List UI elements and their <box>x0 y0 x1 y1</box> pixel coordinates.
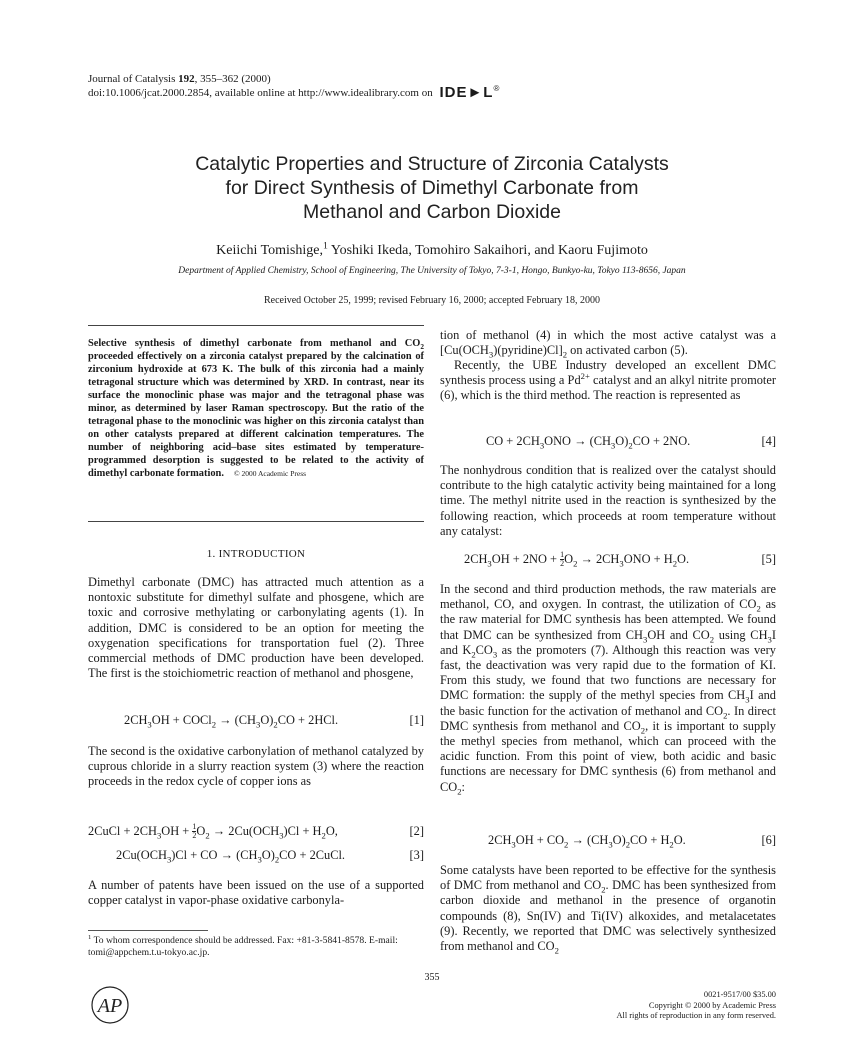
right-paragraph-3: The nonhydrous condition that is realized over the catalyst should contribute to the high catalytic activity being maintained for a long time. The methyl nitrite used in the reaction is synthesized by the following reaction, which proceeds at room temperature without any catalyst: <box>440 463 776 538</box>
journal-header <box>88 72 500 100</box>
ideal-logo: IDE►L® <box>439 84 501 101</box>
journal-volume: 192 <box>178 73 195 85</box>
intro-paragraph-3: A number of patents have been issued on the use of a supported copper catalyst in vapor-phase oxidative carbonyla- <box>88 878 424 908</box>
issn-copyright-block <box>520 990 776 1022</box>
rights-line: All rights of reproduction in any form reserved. <box>616 1011 776 1020</box>
abstract-top-rule <box>88 325 424 326</box>
fraction-half: $\frac{1}{2}$ <box>192 822 197 840</box>
right-paragraph-5: Some catalysts have been reported to be effective for the synthesis of DMC from methanol and $CO_2$. DMC has been synthesized from carbon dioxide and methanol in the presence of organotin compounds (8), Sn(IV) and Ti(IV) alkoxides, and metalacetates (9). Recently, we reported that DMC was selectively synthesized from methanol and $CO_2$ <box>440 863 776 956</box>
footnote-rule <box>88 930 208 931</box>
page-number: 355 <box>424 972 440 983</box>
right-paragraph-2: Recently, the UBE Industry developed an excellent DMC synthesis process using a $Pd^{2+}$ catalyst and an alkyl nitrite promoter (6), which is the third method. The reaction is represented as <box>440 358 776 403</box>
article-title: Catalytic Properties and Structure of Zirconia Catalysts for Direct Synthesis of Dimethyl Carbonate from Methanol and Carbon Dioxide <box>195 153 669 223</box>
svg-text:AP: AP <box>97 995 123 1017</box>
equation-3: $2Cu(OCH_3)Cl$ + CO → $(CH_3O)_2CO$ + 2CuCl. [3] <box>116 848 424 865</box>
abstract-copyright: © 2000 Academic Press <box>233 469 307 478</box>
equation-4-number: [4] <box>761 434 776 448</box>
equation-5: $2CH_3OH + 2NO$ + $\frac{1}{2}$ $O_2 \to 2CH_3ONO + H_2O$. [5] <box>464 550 776 569</box>
equation-6: $2CH_3OH + CO_2 \to (CH_3O)_2CO + H_2O$. [6] <box>488 833 776 850</box>
equation-3-number: [3] <box>409 848 424 862</box>
intro-paragraph-1: Dimethyl carbonate (DMC) has attracted much attention as a nontoxic substitute for dimethyl sulfate and phosgene, which are toxic and corrosive methylating or carbonylating agents (1). In addition, DMC is considered to be an option for meeting the oxygenation specifications for transportation fuel (2). Three commercial methods of DMC production have been developed. The first is the stoichiometric reaction of methanol and phosgene, <box>88 575 424 681</box>
journal-citation: Journal of Catalysis 192, 355–362 (2000) <box>88 73 271 85</box>
author-list: Keiichi Tomishige,$^1$ Yoshiki Ikeda, Tomohiro Sakaihori, and Kaoru Fujimoto <box>216 240 648 258</box>
section-heading-introduction: 1. INTRODUCTION <box>206 548 306 560</box>
equation-2: 2CuCl + $2CH_3OH$ + $\frac{1}{2}$ $O_2 \to 2Cu(OCH_3)Cl + H_2O$, [2] <box>88 822 424 841</box>
academic-press-logo-icon <box>90 985 130 1025</box>
doi-line: doi:10.1006/jcat.2000.2854, available online at http://www.idealibrary.com on IDE►L® <box>88 84 501 101</box>
intro-paragraph-2: The second is the oxidative carbonylation of methanol catalyzed by cuprous chloride in a slurry reaction system (3) where the reaction proceeds in the redox cycle of copper ions as <box>88 744 424 789</box>
fraction-half-2: $\frac{1}{2}$ <box>560 550 565 568</box>
issn: 0021-9517/00 $35.00 <box>703 990 776 999</box>
copyright-line: Copyright © 2000 by Academic Press <box>648 1000 776 1010</box>
equation-5-number: [5] <box>761 552 776 566</box>
affiliation: Department of Applied Chemistry, School of Engineering, The University of Tokyo, 7-3-1, Hongo, Bunkyo-ku, Tokyo 113-8656, Japan <box>178 266 686 276</box>
right-paragraph-1: tion of methanol (4) in which the most active catalyst was a $[Cu(OCH_3)(pyridine)Cl]_2$ on activated carbon (5). <box>440 328 776 360</box>
equation-4: CO + $2CH_3ONO \to (CH_3O)_2CO + 2NO$. [4] <box>486 434 776 451</box>
received-dates: Received October 25, 1999; revised February 16, 2000; accepted February 18, 2000 <box>263 295 600 306</box>
footnote-correspondence: $^1$ To whom correspondence should be addressed. Fax: +81-3-5841-8578. E-mail: tomi@appchem.t.u-tokyo.ac.jp. <box>88 933 398 958</box>
right-paragraph-4: In the second and third production methods, the raw materials are methanol, CO, and oxygen. In contrast, the utilization of $CO_2$ as the raw material for DMC synthesis has been attempted. We found that DMC can be synthesized from $CH_3OH$ and $CO_2$ using $CH_3I$ and $K_2CO_3$ as the promoters (7). Although this reaction was very fast, the deactivation was very rapid due to the formation of KI. From this study, we found that two functions are necessary for DMC formation: the supply of the methyl species from $CH_3I$ and the basic function for the activation of methanol and $CO_2$. In direct DMC synthesis from methanol and $CO_2$, it is important to supply the methyl species from methanol, which can proceed with the acidic function. From this point of view, both acidic and basic functions are necessary for DMC synthesis (6) from methanol and $CO_2$: <box>440 582 777 797</box>
abstract-bottom-rule <box>88 521 424 522</box>
equation-1-number: [1] <box>409 713 424 727</box>
equation-2-number: [2] <box>409 824 424 838</box>
equation-6-number: [6] <box>761 833 776 847</box>
equation-1: $2CH_3OH$ + COCl$_2$ → $(CH_3O)_2CO + 2HCl$. [1] <box>124 713 424 730</box>
abstract: Selective synthesis of dimethyl carbonate from methanol and $CO_2$ proceeded effectively on a zirconia catalyst prepared by the calcination of zirconium hydroxide at 673 K. The bulk of this zirconia had a mainly tetragonal structure which was determined by XRD. In contrast, near its surface the monoclinic phase was major and the tetragonal phase was minor, as determined by laser Raman spectroscopy. But the ratio of the tetragonal phase to the monoclinic was higher on this zirconia catalyst than on other catalysts prepared at different calcination temperatures. The number of neighboring acid–base sites estimated by temperature-programmed desorption is suggested to be related to the activity of dimethyl carbonate formation. © 2000 Academic Press <box>88 338 424 479</box>
